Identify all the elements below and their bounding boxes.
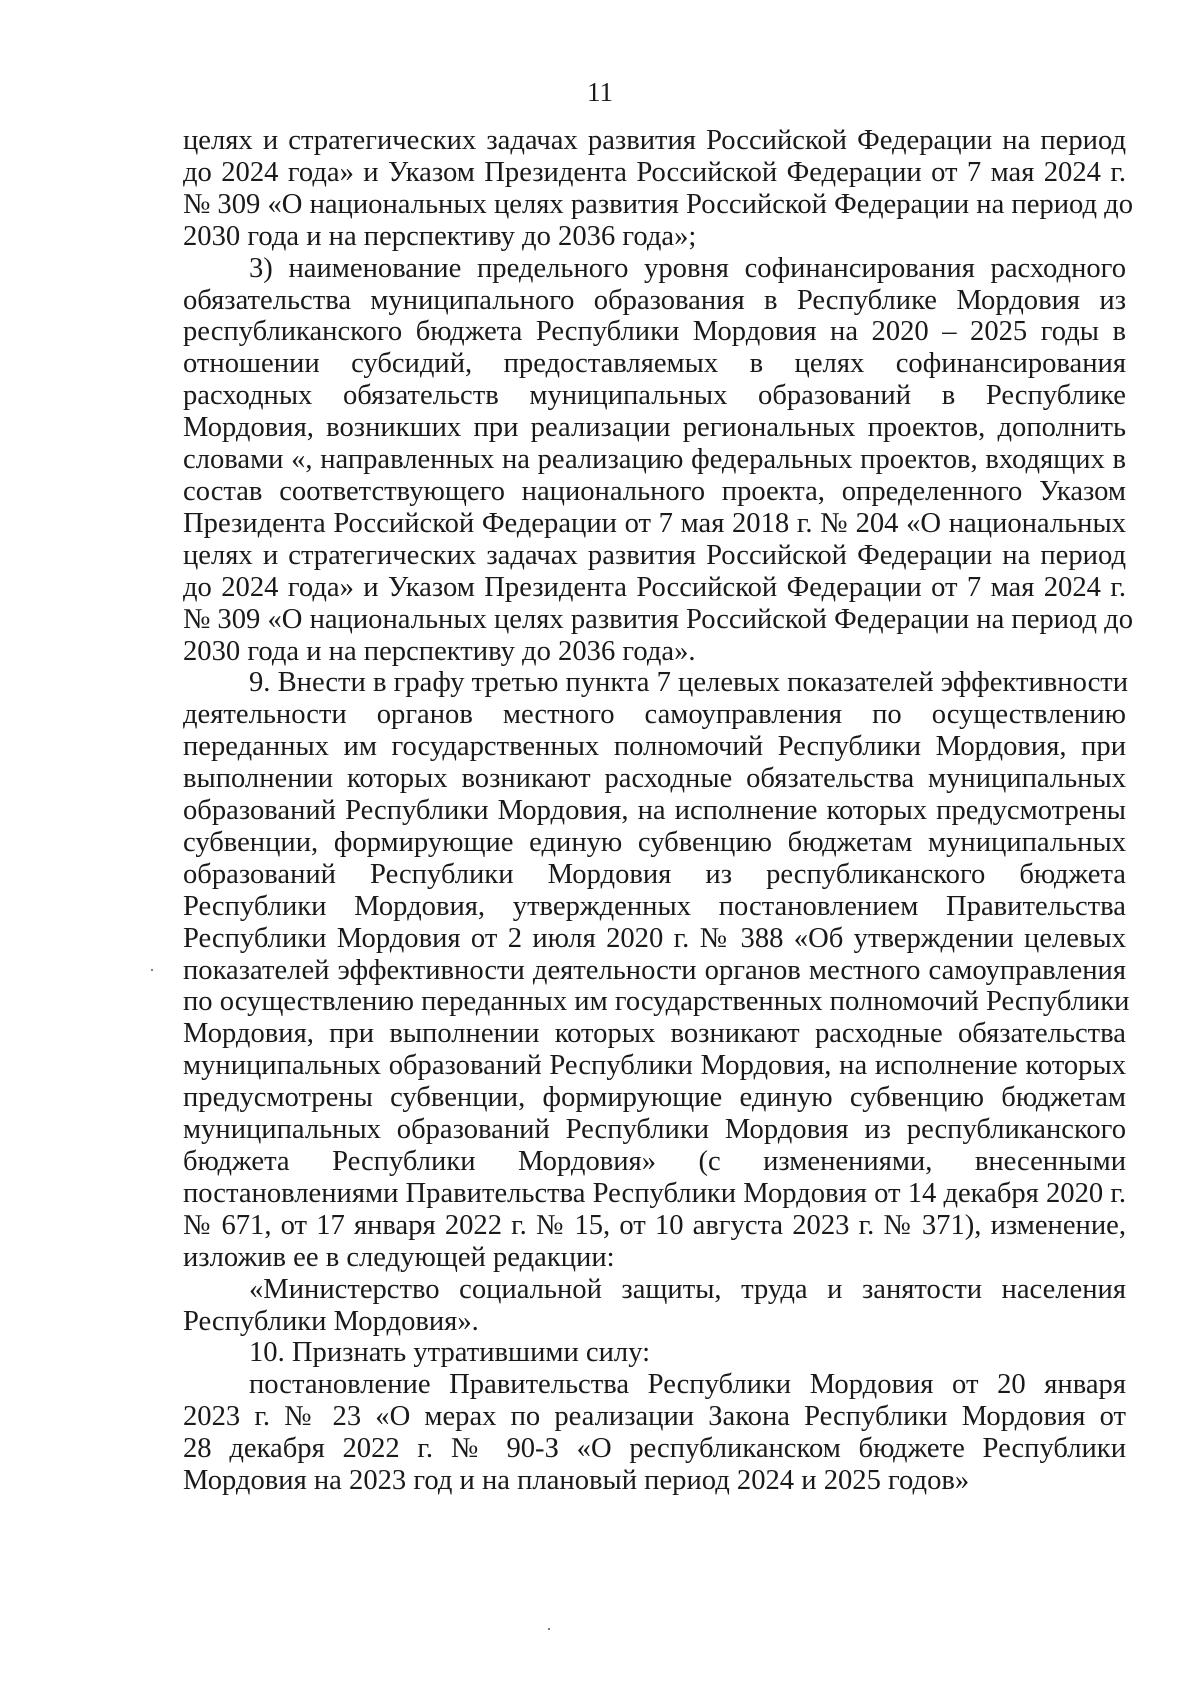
- text-line: расходных обязательств муниципальных образований в Республике: [183, 380, 1126, 412]
- text-line: образований Республики Мордовия, на исполнение которых предусмотрены: [183, 795, 1126, 827]
- text-line: по осуществлению переданных им государственных полномочий Республики: [183, 986, 1130, 1018]
- paragraph-p-item-3: [183, 252, 1134, 668]
- text-line: 2030 года и на перспективу до 2036 года».: [183, 635, 696, 667]
- text-line: субвенции, формирующие единую субвенцию бюджетам муниципальных: [183, 826, 1126, 858]
- text-line: Президента Российской Федерации от 7 мая 2018 г. № 204 «О национальных: [183, 507, 1126, 539]
- document-body: [183, 125, 1134, 1497]
- text-line: Республики Мордовия от 2 июля 2020 г. № 388 «Об утверждении целевых: [183, 922, 1126, 954]
- paragraph-p-item-10: [183, 1337, 1126, 1369]
- text-line: муниципальных образований Республики Мордовия из республиканского: [183, 1114, 1126, 1146]
- text-line: муниципальных образований Республики Мордовия, на исполнение которых: [183, 1050, 1126, 1082]
- page-number: 11: [587, 77, 613, 107]
- text-line: деятельности органов местного самоуправления по осуществлению: [183, 699, 1126, 731]
- text-line: показателей эффективности деятельности органов местного самоуправления: [183, 954, 1126, 986]
- text-line: № 309 «О национальных целях развития Российской Федерации на период до: [183, 603, 1134, 635]
- scan-speck: [548, 1628, 550, 1630]
- text-line: 2023 г. № 23 «О мерах по реализации Закона Республики Мордовия от: [183, 1401, 1126, 1433]
- text-line: 3) наименование предельного уровня софинансирования расходного: [249, 252, 1126, 284]
- text-line: до 2024 года» и Указом Президента Российской Федерации от 7 мая 2024 г.: [183, 156, 1126, 188]
- text-line: республиканского бюджета Республики Мордовия на 2020 – 2025 годы в: [183, 316, 1126, 348]
- text-line: № 309 «О национальных целях развития Российской Федерации на период до: [183, 188, 1134, 220]
- text-line: Республики Мордовия».: [183, 1305, 479, 1337]
- paragraph-p-item-9: [183, 667, 1130, 1273]
- text-line: бюджета Республики Мордовия» (с изменениями, внесенными: [183, 1146, 1126, 1177]
- text-line: Мордовия на 2023 год и на плановый период 2024 и 2025 годов»: [183, 1465, 970, 1497]
- text-line: предусмотрены субвенции, формирующие единую субвенцию бюджетам: [183, 1082, 1126, 1114]
- text-line: обязательства муниципального образования в Республике Мордовия из: [183, 284, 1126, 316]
- paragraph-p-item-10-a: [183, 1369, 1126, 1497]
- text-line: постановление Правительства Республики Мордовия от 20 января: [249, 1369, 1126, 1401]
- text-line: изложив ее в следующей редакции:: [183, 1241, 615, 1273]
- text-line: постановлениями Правительства Республики Мордовия от 14 декабря 2020 г.: [183, 1177, 1126, 1209]
- text-line: 9. Внести в графу третью пункта 7 целевых показателей эффективности: [249, 667, 1129, 699]
- text-line: «Министерство социальной защиты, труда и занятости населения: [249, 1273, 1126, 1305]
- text-line: 10. Признать утратившими силу:: [249, 1337, 651, 1369]
- text-line: словами «, направленных на реализацию федеральных проектов, входящих в: [183, 444, 1126, 476]
- scan-speck: [151, 969, 153, 971]
- paragraph-p-quote: [183, 1274, 1126, 1338]
- text-line: до 2024 года» и Указом Президента Российской Федерации от 7 мая 2024 г.: [183, 571, 1126, 603]
- text-line: целях и стратегических задачах развития Российской Федерации на период: [183, 125, 1126, 156]
- text-line: 28 декабря 2022 г. № 90-З «О республиканском бюджете Республики: [183, 1433, 1126, 1465]
- text-line: целях и стратегических задачах развития Российской Федерации на период: [183, 539, 1126, 571]
- text-line: Мордовия, при выполнении которых возникают расходные обязательства: [183, 1018, 1126, 1050]
- text-line: № 671, от 17 января 2022 г. № 15, от 10 августа 2023 г. № 371), изменение,: [183, 1209, 1126, 1241]
- text-line: выполнении которых возникают расходные обязательства муниципальных: [183, 763, 1126, 795]
- text-line: образований Республики Мордовия из республиканского бюджета: [183, 858, 1126, 890]
- text-line: 2030 года и на перспективу до 2036 года»;: [183, 220, 697, 252]
- text-line: Мордовия, возникших при реализации региональных проектов, дополнить: [183, 412, 1126, 444]
- text-line: Республики Мордовия, утвержденных постановлением Правительства: [183, 890, 1126, 922]
- text-line: состав соответствующего национального проекта, определенного Указом: [183, 475, 1126, 507]
- paragraph-p-continued-1: [183, 125, 1134, 253]
- text-line: отношении субсидий, предоставляемых в целях софинансирования: [183, 348, 1126, 380]
- text-line: переданных им государственных полномочий Республики Мордовия, при: [183, 731, 1126, 763]
